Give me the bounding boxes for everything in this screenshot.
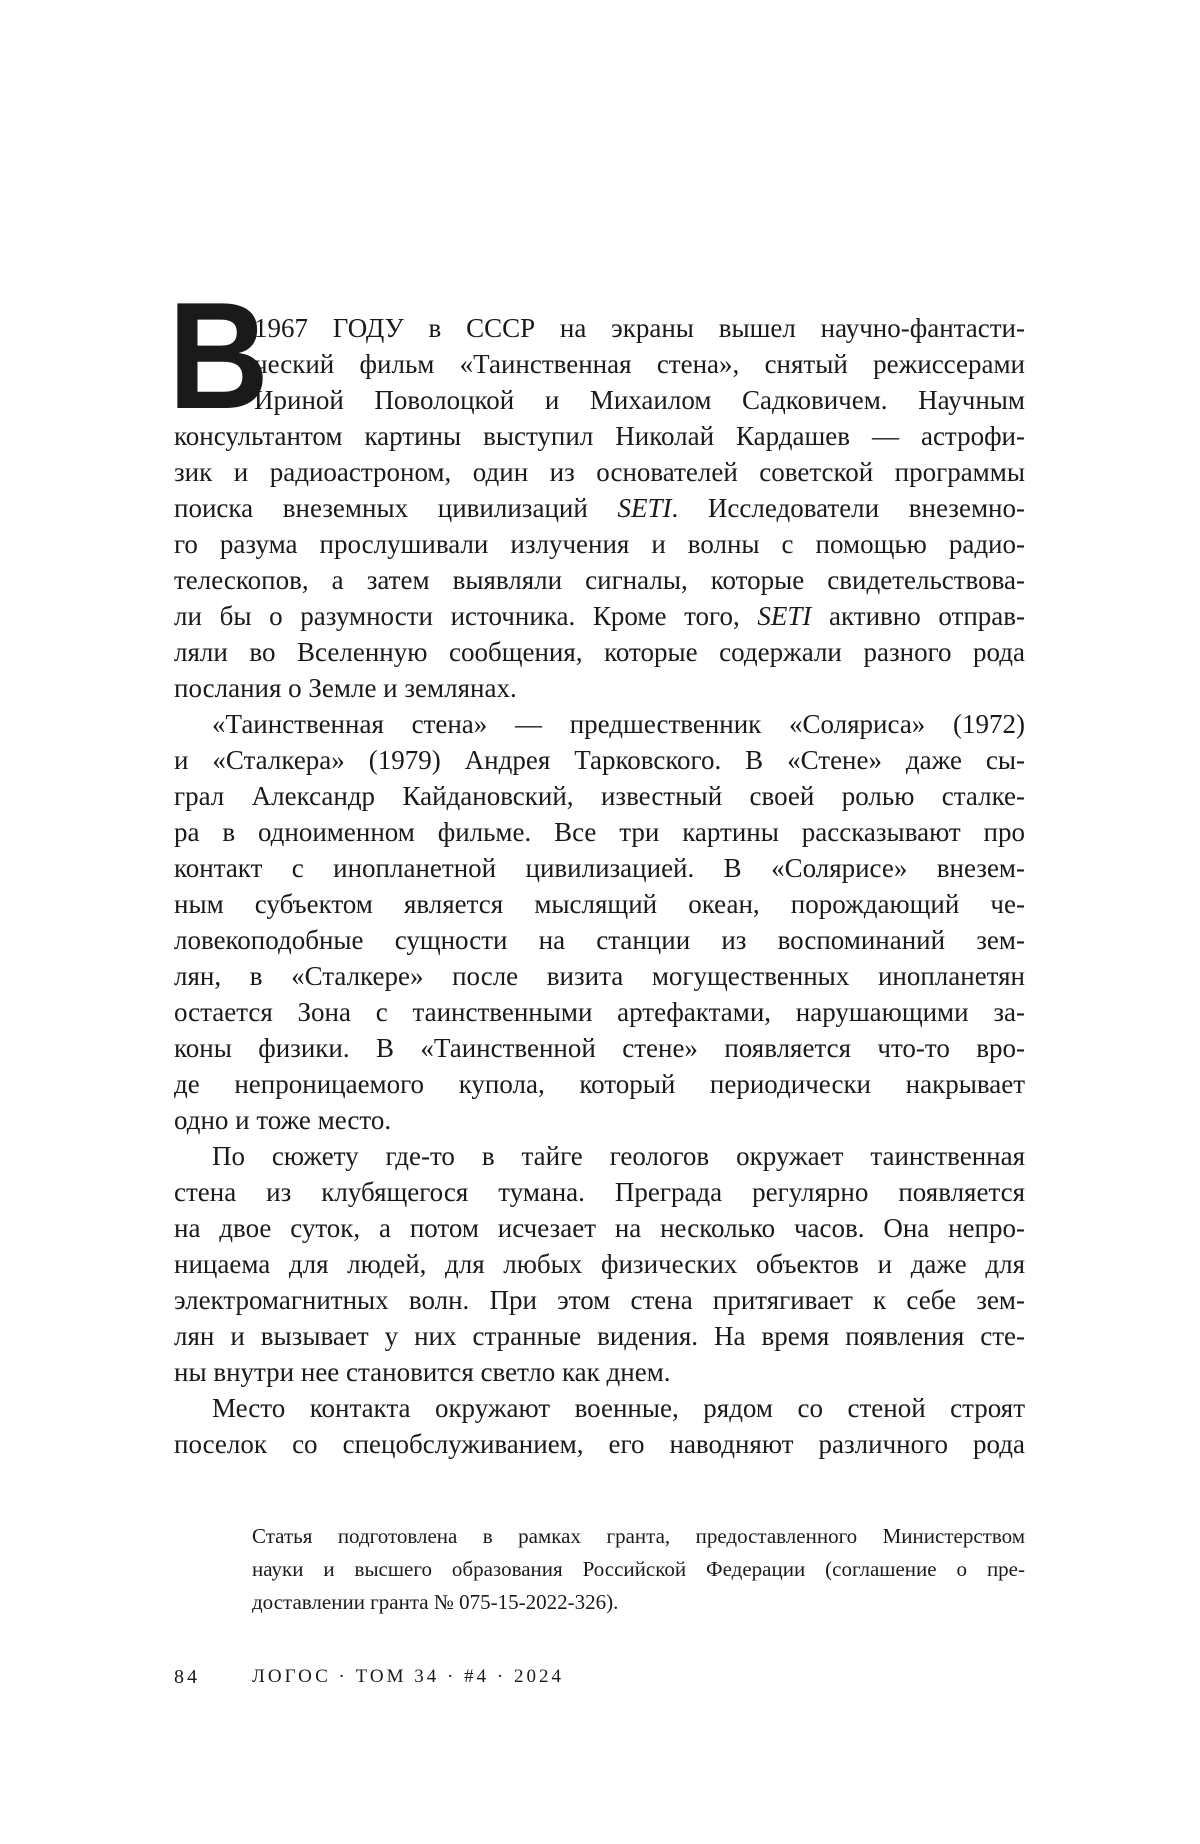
- text-segment: По сюжету где-то в тайге геологов окружает таинственная: [212, 1141, 1025, 1171]
- text-segment: телескопов, а затем выявляли сигналы, которые свидетельствова-: [174, 565, 1025, 595]
- text-line: [174, 1282, 1025, 1318]
- text-segment: ляли во Вселенную сообщения, которые содержали разного рода: [174, 637, 1025, 667]
- text-line: [174, 706, 1025, 742]
- paragraph: [174, 706, 1025, 1138]
- text-segment: контакт с инопланетной цивилизацией. В «Солярисе» внезем-: [174, 853, 1025, 883]
- italic-term: SETI: [757, 601, 812, 631]
- text-line: [174, 742, 1025, 778]
- text-segment: Ириной Поволоцкой и Михаилом Садковичем. Научным: [254, 385, 1025, 415]
- text-line: [174, 850, 1025, 886]
- text-segment: ра в одноименном фильме. Все три картины рассказывают про: [174, 817, 1025, 847]
- text-line: [174, 1066, 1025, 1102]
- text-segment: грал Александр Кайдановский, известный своей ролью сталке-: [174, 781, 1025, 811]
- text-segment: поиска внеземных цивилизаций: [174, 493, 618, 523]
- text-segment: на двое суток, а потом исчезает на несколько часов. Она непро-: [174, 1213, 1025, 1243]
- running-head: ЛОГОС · ТОМ 34 · #4 · 2024: [252, 1666, 564, 1687]
- text-line: [174, 634, 1025, 670]
- text-segment: ческий фильм «Таинственная стена», снятый режиссерами: [254, 349, 1025, 379]
- text-segment: лян и вызывает у них странные видения. На время появления сте-: [174, 1321, 1025, 1351]
- text-segment: послания о Земле и землянах.: [174, 673, 517, 703]
- paragraph: [174, 1138, 1025, 1390]
- text-line: [174, 814, 1025, 850]
- text-line: [174, 994, 1025, 1030]
- text-segment: «Таинственная стена» — предшественник «Соляриса» (1972): [212, 709, 1025, 739]
- text-segment: ницаема для людей, для любых физических объектов и даже для: [174, 1249, 1025, 1279]
- text-segment: поселок со спецобслуживанием, его наводняют различного рода: [174, 1429, 1025, 1459]
- text-segment: коны физики. В «Таинственной стене» появляется что-то вро-: [174, 1033, 1025, 1063]
- text-line: [174, 526, 1025, 562]
- paragraph: [174, 1390, 1025, 1462]
- text-line: [174, 1102, 1025, 1138]
- text-line: [174, 562, 1025, 598]
- text-line: [174, 1390, 1025, 1426]
- text-segment: одно и тоже место.: [174, 1105, 392, 1135]
- footnote-line: науки и высшего образования Российской Федерации (соглашение о пре-: [252, 1557, 1025, 1581]
- text-line: [174, 382, 1025, 418]
- text-segment: ловекоподобные сущности на станции из воспоминаний зем-: [174, 925, 1025, 955]
- text-segment: активно отправ-: [811, 601, 1025, 631]
- body-text: [174, 310, 1025, 1462]
- text-line: [174, 598, 1025, 634]
- text-line: [174, 1246, 1025, 1282]
- drop-cap: В: [168, 271, 269, 441]
- text-segment: го разума прослушивали излучения и волны с помощью радио-: [174, 529, 1025, 559]
- text-segment: лян, в «Сталкере» после визита могущественных инопланетян: [174, 961, 1025, 991]
- text-line: [174, 454, 1025, 490]
- text-segment: консультантом картины выступил Николай Кардашев — астрофи-: [174, 421, 1025, 451]
- text-line: [174, 1210, 1025, 1246]
- text-segment: ным субъектом является мыслящий океан, порождающий че-: [174, 889, 1025, 919]
- paragraph: [174, 310, 1025, 706]
- text-segment: зик и радиоастроном, один из основателей советской программы: [174, 457, 1025, 487]
- text-segment: стена из клубящегося тумана. Преграда регулярно появляется: [174, 1177, 1025, 1207]
- text-segment: ны внутри нее становится светло как днем.: [174, 1357, 671, 1387]
- text-line: [174, 1426, 1025, 1462]
- italic-term: SETI: [617, 493, 672, 523]
- text-line: [174, 670, 1025, 706]
- text-line: [174, 958, 1025, 994]
- text-segment: Место контакта окружают военные, рядом со стеной строят: [212, 1393, 1025, 1423]
- page-number: 84: [174, 1666, 200, 1688]
- footnote-line: Статья подготовлена в рамках гранта, предоставленного Министерством: [252, 1524, 1025, 1548]
- text-line: [174, 1138, 1025, 1174]
- text-line: [174, 1174, 1025, 1210]
- text-line: [174, 418, 1025, 454]
- text-segment: . Исследователи внеземно-: [671, 493, 1025, 523]
- text-line: [174, 1354, 1025, 1390]
- text-line: [174, 1030, 1025, 1066]
- text-segment: де непроницаемого купола, который периодически накрывает: [174, 1069, 1025, 1099]
- text-line: [174, 490, 1025, 526]
- text-line: [174, 310, 1025, 346]
- text-segment: и «Сталкера» (1979) Андрея Тарковского. В «Стене» даже сы-: [174, 745, 1025, 775]
- text-line: [174, 346, 1025, 382]
- text-line: [174, 778, 1025, 814]
- text-line: [174, 886, 1025, 922]
- text-line: [174, 1318, 1025, 1354]
- text-segment: электромагнитных волн. При этом стена притягивает к себе зем-: [174, 1285, 1025, 1315]
- text-segment: остается Зона с таинственными артефактами, нарушающими за-: [174, 997, 1025, 1027]
- text-segment: 1967 ГОДУ в СССР на экраны вышел научно-фантасти-: [254, 313, 1025, 343]
- text-line: [174, 922, 1025, 958]
- footnote: [252, 1520, 1025, 1619]
- text-segment: ли бы о разумности источника. Кроме того,: [174, 601, 758, 631]
- footnote-line: доставлении гранта № 075-15-2022-326).: [252, 1590, 619, 1614]
